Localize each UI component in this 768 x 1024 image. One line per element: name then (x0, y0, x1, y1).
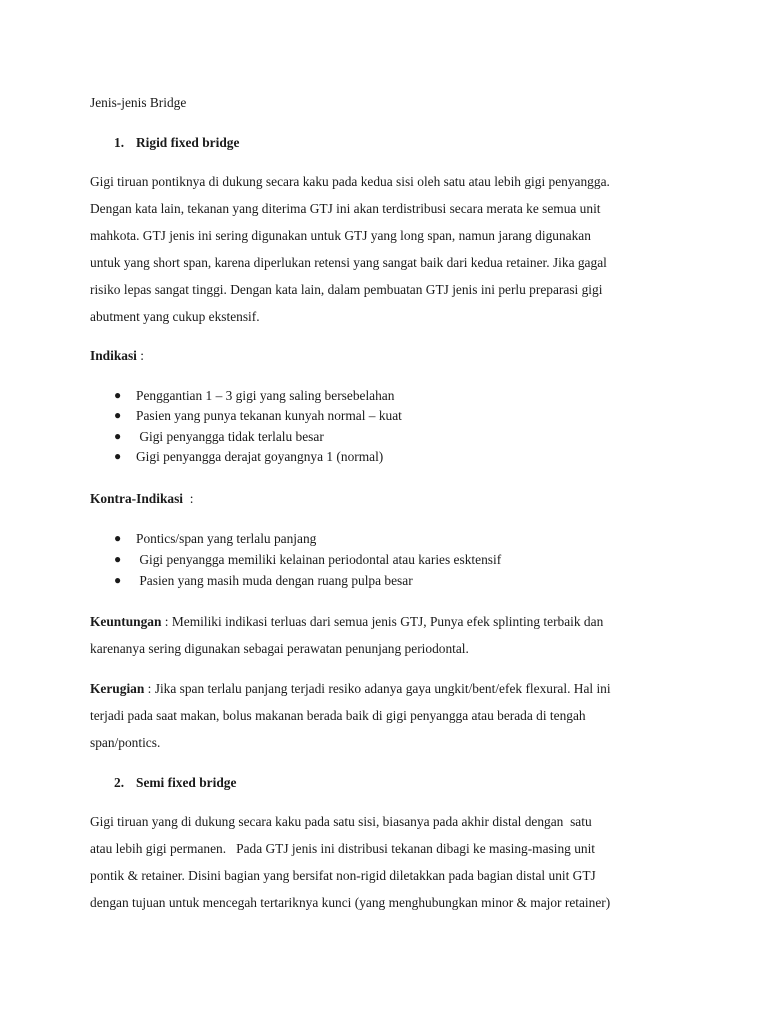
section-heading: Rigid fixed bridge (136, 135, 240, 150)
kontra-indikasi-item: Pasien yang masih muda dengan ruang pulpa besar (136, 573, 413, 588)
kerugian-text: : Jika span terlalu panjang terjadi resiko adanya gaya ungkit/bent/efek flexural. Hal ini (144, 681, 611, 696)
paragraph-line: Gigi tiruan pontiknya di dukung secara kaku pada kedua sisi oleh satu atau lebih gigi penyangga. (90, 174, 610, 189)
paragraph-line: Dengan kata lain, tekanan yang diterima GTJ ini akan terdistribusi secara merata ke semua unit (90, 201, 601, 216)
document-title: Jenis-jenis Bridge (90, 95, 187, 110)
bullet-icon: ● (114, 408, 122, 422)
kontra-indikasi-label: Kontra-Indikasi (90, 491, 184, 506)
indikasi-item: Gigi penyangga derajat goyangnya 1 (normal) (136, 449, 384, 464)
keuntungan-line (90, 614, 603, 630)
keuntungan-label: Keuntungan (90, 614, 162, 629)
keuntungan-text: : Memiliki indikasi terluas dari semua jenis GTJ, Punya efek splinting terbaik dan (161, 614, 604, 629)
paragraph-line: span/pontics. (90, 735, 161, 750)
indikasi-item: Gigi penyangga tidak terlalu besar (136, 429, 324, 444)
kerugian-label: Kerugian (90, 681, 145, 696)
indikasi-colon: : (136, 348, 144, 363)
paragraph-line: Gigi tiruan yang di dukung secara kaku pada satu sisi, biasanya pada akhir distal dengan satu (90, 814, 592, 829)
kontra-indikasi-colon: : (183, 491, 194, 506)
section-number: 2. (114, 775, 125, 790)
indikasi-heading (90, 348, 144, 364)
section-number: 1. (114, 135, 125, 150)
paragraph-line: karenanya sering digunakan sebagai perawatan penunjang periodontal. (90, 641, 469, 656)
bullet-icon: ● (114, 531, 122, 545)
kontra-indikasi-heading (90, 491, 193, 507)
paragraph-line: pontik & retainer. Disini bagian yang bersifat non-rigid diletakkan pada bagian distal unit GTJ (90, 868, 596, 883)
paragraph-line: atau lebih gigi permanen. Pada GTJ jenis ini distribusi tekanan dibagi ke masing-masing unit (90, 841, 596, 856)
indikasi-item: Penggantian 1 – 3 gigi yang saling bersebelahan (136, 388, 395, 403)
kontra-indikasi-item: Pontics/span yang terlalu panjang (136, 531, 317, 546)
paragraph-line: abutment yang cukup ekstensif. (90, 309, 260, 324)
indikasi-label: Indikasi (90, 348, 137, 363)
bullet-icon: ● (114, 388, 122, 402)
bullet-icon: ● (114, 573, 122, 587)
bullet-icon: ● (114, 552, 122, 566)
paragraph-line: untuk yang short span, karena diperlukan retensi yang sangat baik dari kedua retainer. Jika gagal (90, 255, 607, 270)
kerugian-line (90, 681, 611, 697)
paragraph-line: terjadi pada saat makan, bolus makanan berada baik di gigi penyangga atau berada di tengah (90, 708, 586, 723)
section-heading: Semi fixed bridge (136, 775, 237, 790)
bullet-icon: ● (114, 449, 122, 463)
paragraph-line: risiko lepas sangat tinggi. Dengan kata lain, dalam pembuatan GTJ jenis ini perlu preparasi gigi (90, 282, 603, 297)
paragraph-line: mahkota. GTJ jenis ini sering digunakan untuk GTJ yang long span, namun jarang digunakan (90, 228, 591, 243)
bullet-icon: ● (114, 429, 122, 443)
paragraph-line: dengan tujuan untuk mencegah tertariknya kunci (yang menghubungkan minor & major retainer) (90, 895, 611, 910)
indikasi-item: Pasien yang punya tekanan kunyah normal – kuat (136, 408, 402, 423)
kontra-indikasi-item: Gigi penyangga memiliki kelainan periodontal atau karies esktensif (136, 552, 502, 567)
